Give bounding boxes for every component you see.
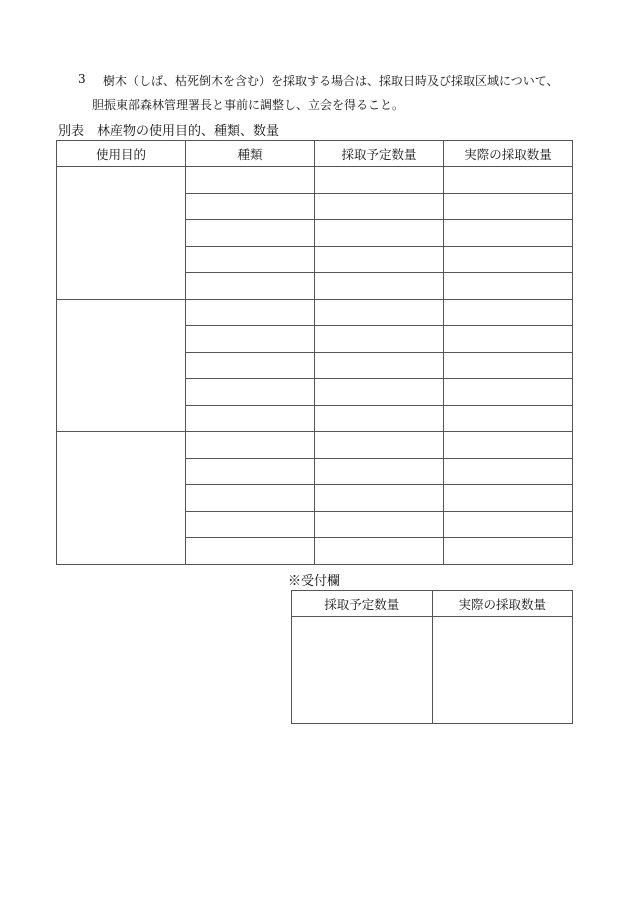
planned-quantity-cell[interactable]: [315, 405, 444, 432]
type-cell[interactable]: [186, 511, 315, 538]
actual-quantity-cell[interactable]: [444, 458, 573, 485]
header-planned-quantity: 採取予定数量: [315, 141, 444, 167]
purpose-cell[interactable]: [57, 167, 186, 300]
actual-quantity-cell[interactable]: [444, 326, 573, 353]
planned-quantity-cell[interactable]: [315, 538, 444, 565]
actual-quantity-cell[interactable]: [444, 220, 573, 247]
purpose-cell[interactable]: [57, 299, 186, 432]
actual-quantity-cell[interactable]: [444, 193, 573, 220]
planned-quantity-cell[interactable]: [315, 167, 444, 194]
actual-quantity-cell[interactable]: [444, 352, 573, 379]
table-row: [57, 432, 573, 459]
actual-quantity-cell[interactable]: [444, 432, 573, 459]
type-cell[interactable]: [186, 352, 315, 379]
paragraph-line-2: 胆振東部森林管理署長と事前に調整し、立会を得ること。: [92, 98, 405, 112]
header-actual-quantity: 実際の採取数量: [444, 141, 573, 167]
receipt-actual-cell[interactable]: [432, 617, 573, 724]
planned-quantity-cell[interactable]: [315, 511, 444, 538]
type-cell[interactable]: [186, 246, 315, 273]
forest-products-table: [56, 140, 573, 565]
type-cell[interactable]: [186, 432, 315, 459]
type-cell[interactable]: [186, 193, 315, 220]
planned-quantity-cell[interactable]: [315, 246, 444, 273]
planned-quantity-cell[interactable]: [315, 352, 444, 379]
actual-quantity-cell[interactable]: [444, 538, 573, 565]
actual-quantity-cell[interactable]: [444, 273, 573, 300]
header-type: 種類: [186, 141, 315, 167]
type-cell[interactable]: [186, 379, 315, 406]
type-cell[interactable]: [186, 405, 315, 432]
planned-quantity-cell[interactable]: [315, 299, 444, 326]
receipt-header-actual: 実際の採取数量: [432, 591, 573, 617]
paragraph-number: 3: [78, 72, 86, 86]
type-cell[interactable]: [186, 220, 315, 247]
actual-quantity-cell[interactable]: [444, 485, 573, 512]
type-cell[interactable]: [186, 273, 315, 300]
actual-quantity-cell[interactable]: [444, 167, 573, 194]
type-cell[interactable]: [186, 167, 315, 194]
type-cell[interactable]: [186, 485, 315, 512]
receipt-table: [291, 590, 573, 724]
type-cell[interactable]: [186, 299, 315, 326]
appendix-title: 別表 林産物の使用目的、種類、数量: [58, 124, 280, 139]
type-cell[interactable]: [186, 458, 315, 485]
type-cell[interactable]: [186, 538, 315, 565]
table-row: [57, 299, 573, 326]
planned-quantity-cell[interactable]: [315, 458, 444, 485]
actual-quantity-cell[interactable]: [444, 405, 573, 432]
actual-quantity-cell[interactable]: [444, 511, 573, 538]
planned-quantity-cell[interactable]: [315, 432, 444, 459]
header-purpose: 使用目的: [57, 141, 186, 167]
actual-quantity-cell[interactable]: [444, 379, 573, 406]
receipt-planned-cell[interactable]: [292, 617, 433, 724]
type-cell[interactable]: [186, 326, 315, 353]
planned-quantity-cell[interactable]: [315, 326, 444, 353]
receipt-label: ※受付欄: [288, 574, 341, 589]
paragraph-line-1: 樹木（しば、枯死倒木を含む）を採取する場合は、採取日時及び採取区域について、: [103, 74, 559, 88]
planned-quantity-cell[interactable]: [315, 193, 444, 220]
purpose-cell[interactable]: [57, 432, 186, 565]
actual-quantity-cell[interactable]: [444, 246, 573, 273]
planned-quantity-cell[interactable]: [315, 485, 444, 512]
planned-quantity-cell[interactable]: [315, 273, 444, 300]
actual-quantity-cell[interactable]: [444, 299, 573, 326]
planned-quantity-cell[interactable]: [315, 379, 444, 406]
table-row: [57, 167, 573, 194]
receipt-header-planned: 採取予定数量: [292, 591, 433, 617]
planned-quantity-cell[interactable]: [315, 220, 444, 247]
